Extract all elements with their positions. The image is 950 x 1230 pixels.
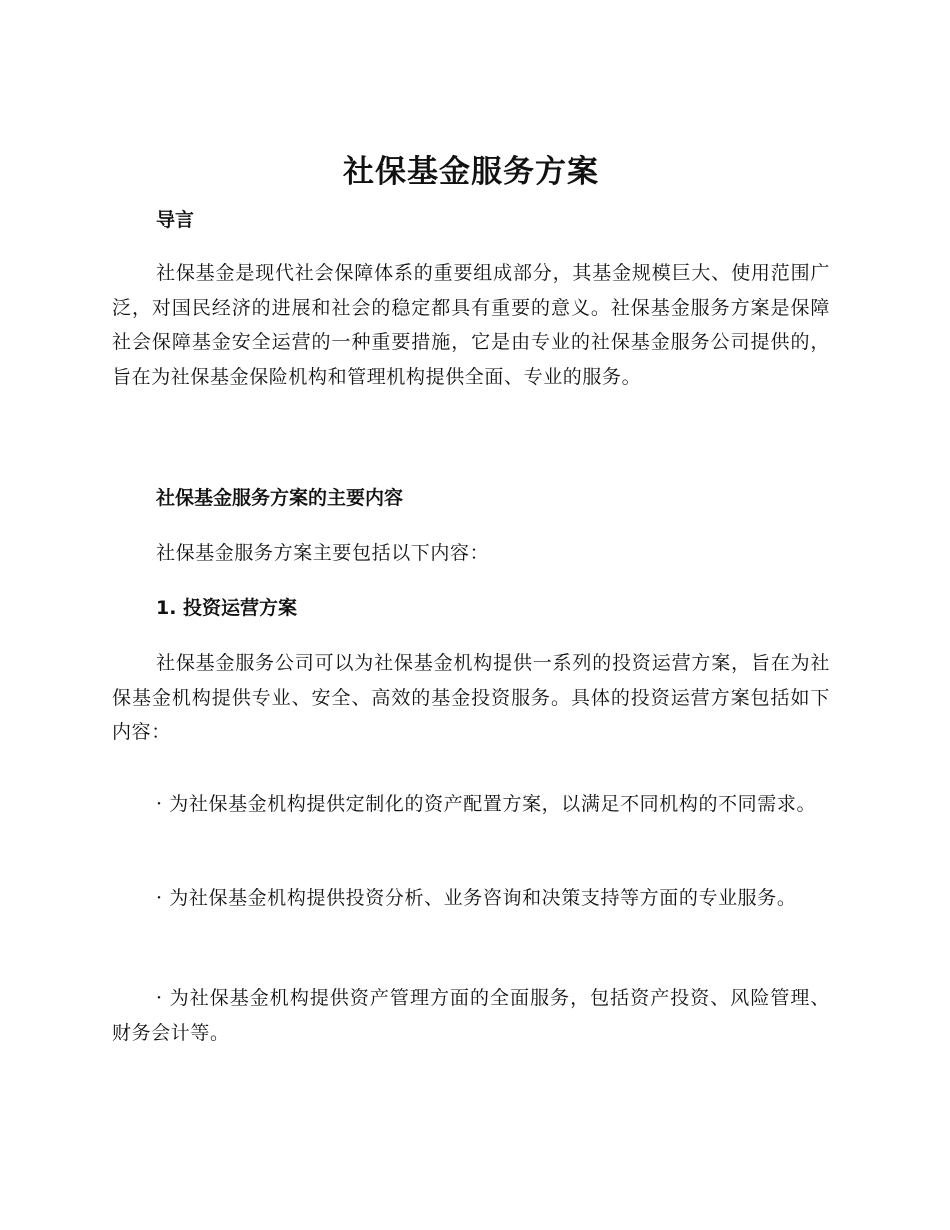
bullet-item-3: · 为社保基金机构提供资产管理方面的全面服务，包括资产投资、风险管理、财务会计等。 — [112, 987, 830, 1044]
bullet-item-1: · 为社保基金机构提供定制化的资产配置方案，以满足不同机构的不同需求。 — [156, 793, 817, 815]
section1-heading: 1. 投资运营方案 — [156, 597, 298, 619]
main-content-heading: 社保基金服务方案的主要内容 — [156, 487, 404, 509]
intro-heading: 导言 — [156, 209, 195, 231]
main-lead-paragraph: 社保基金服务方案主要包括以下内容： — [156, 542, 490, 564]
section1-paragraph: 社保基金服务公司可以为社保基金机构提供一系列的投资运营方案，旨在为社保基金机构提供专业、安全、高效的基金投资服务。具体的投资运营方案包括如下内容： — [112, 652, 830, 743]
bullet-item-2: · 为社保基金机构提供投资分析、业务咨询和决策支持等方面的专业服务。 — [156, 887, 797, 909]
intro-paragraph: 社保基金是现代社会保障体系的重要组成部分，其基金规模巨大、使用范围广泛，对国民经济的进展和社会的稳定都具有重要的意义。社保基金服务方案是保障社会保障基金安全运营的一种重要措施，它是由专业的社保基金服务公司提供的，旨在为社保基金保险机构和管理机构提供全面、专业的服务。 — [112, 262, 830, 388]
document-title: 社保基金服务方案 — [343, 154, 599, 190]
